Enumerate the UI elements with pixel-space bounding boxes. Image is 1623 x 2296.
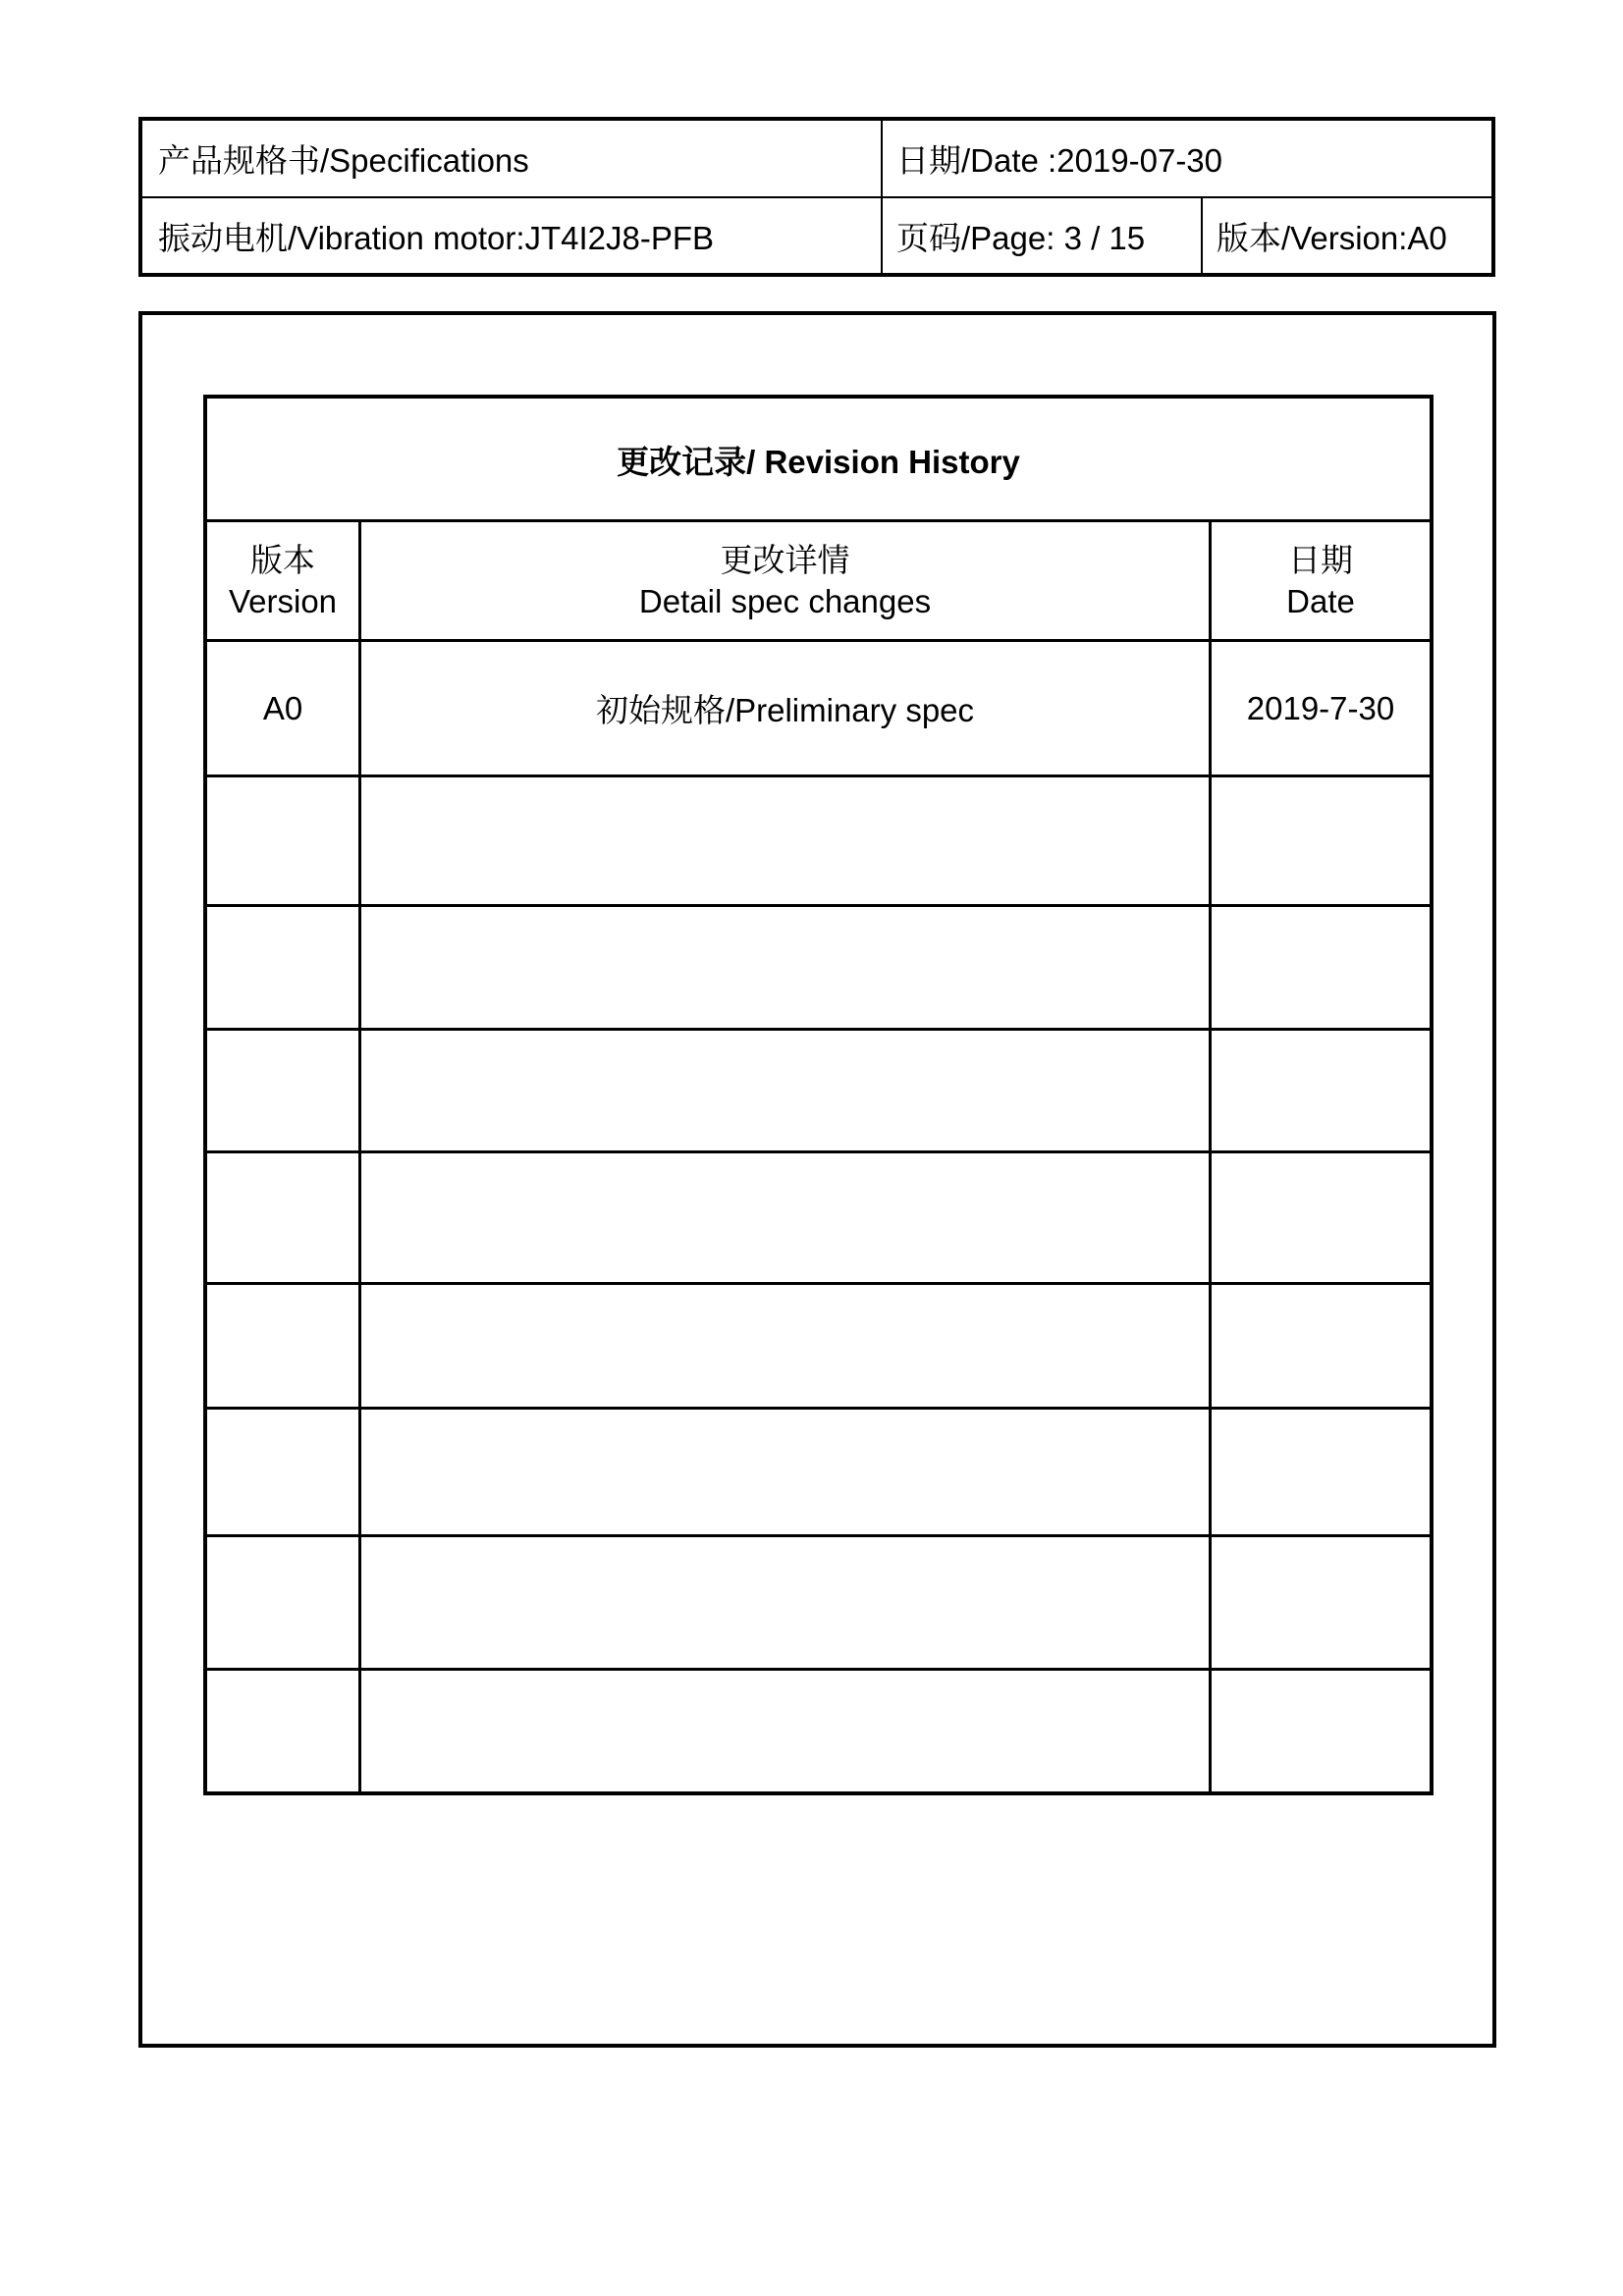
row-version (207, 1671, 358, 1791)
product-name: 振动电机/Vibration motor:JT4I2J8-PFB (158, 219, 715, 256)
row-version (207, 1031, 358, 1150)
document-version: 版本/Version:A0 (1217, 219, 1447, 256)
document-date: 日期/Date :2019-07-30 (896, 142, 1223, 179)
row-detail (361, 1285, 1209, 1407)
spec-title: 产品规格书/Specifications (158, 142, 529, 179)
row-date (1212, 1410, 1430, 1534)
column-header-en: Version (228, 583, 338, 619)
document-header (138, 117, 1495, 277)
row-detail (361, 1031, 1209, 1150)
column-header-zh: 日期 (1288, 542, 1353, 578)
row-version (207, 1285, 358, 1407)
row-version (207, 777, 358, 904)
row-date (1212, 907, 1430, 1028)
column-header-version (207, 522, 358, 640)
row-date (1212, 1671, 1430, 1791)
row-version (207, 1537, 358, 1668)
row-date (1212, 1031, 1430, 1150)
column-header-detail (361, 522, 1209, 640)
row-detail (361, 1410, 1209, 1534)
row-version (207, 907, 358, 1028)
row-detail (361, 1153, 1209, 1282)
page-number: 页码/Page: 3 / 15 (896, 219, 1146, 256)
row-detail: 初始规格/Preliminary spec (595, 692, 975, 728)
column-header-en: Detail spec changes (638, 583, 932, 619)
column-header-en: Date (1286, 583, 1355, 619)
revision-history-title: 更改记录/ Revision History (617, 444, 1020, 480)
row-date: 2019-7-30 (1246, 689, 1395, 726)
row-detail (361, 1537, 1209, 1668)
row-detail (361, 1671, 1209, 1791)
revision-history-table (203, 395, 1434, 1795)
row-date (1212, 777, 1430, 904)
column-header-date (1212, 522, 1430, 640)
row-date (1212, 1153, 1430, 1282)
row-date (1212, 1537, 1430, 1668)
row-version (207, 1410, 358, 1534)
row-date (1212, 1285, 1430, 1407)
row-detail (361, 907, 1209, 1028)
row-version: A0 (262, 689, 303, 726)
row-detail (361, 777, 1209, 904)
row-version (207, 1153, 358, 1282)
column-header-zh: 更改详情 (720, 542, 850, 578)
column-header-zh: 版本 (250, 542, 315, 578)
